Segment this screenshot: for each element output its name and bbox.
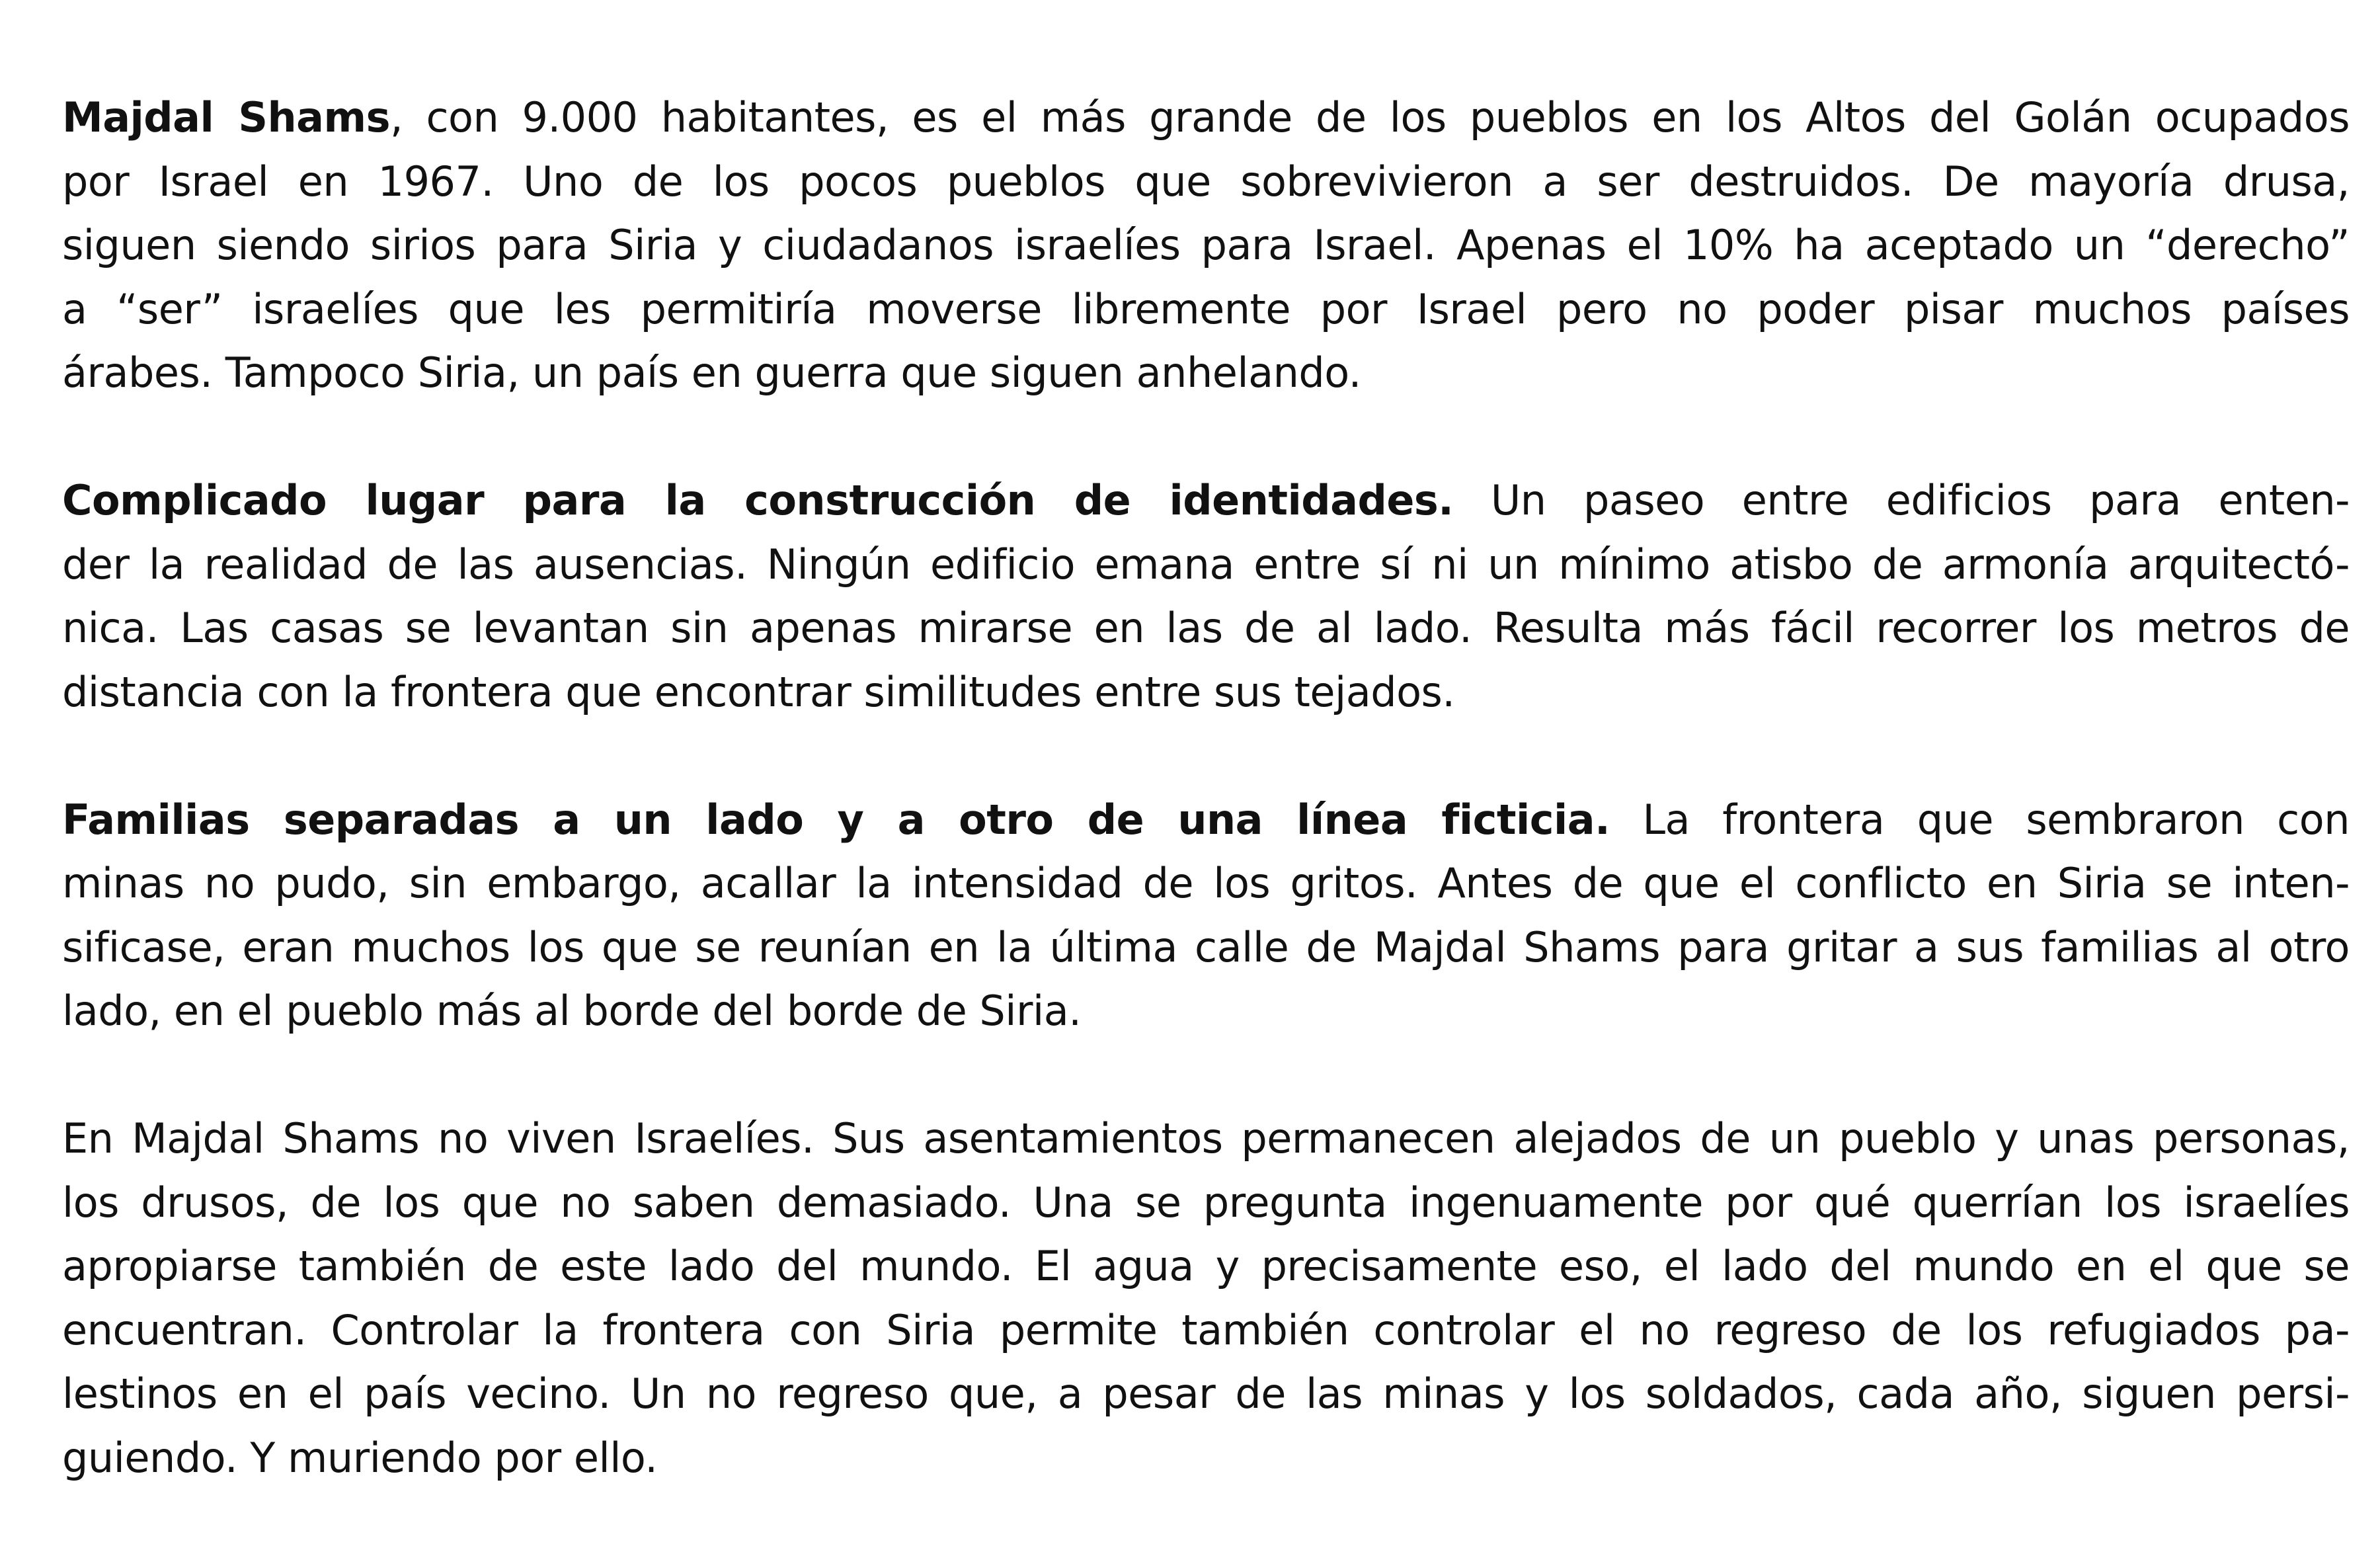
text-run: guiendo. Y muriendo por ello. bbox=[62, 1433, 658, 1482]
text-line bbox=[62, 1426, 2350, 1491]
text-line bbox=[62, 341, 2350, 405]
paragraph-3 bbox=[62, 788, 2350, 1043]
text-line bbox=[62, 1299, 2350, 1363]
text-run: Un paseo entre edificios para enten- bbox=[1453, 476, 2350, 524]
text-line bbox=[62, 788, 2350, 852]
paragraph-2 bbox=[62, 469, 2350, 724]
text-run: distancia con la frontera que encontrar similitudes entre sus tejados. bbox=[62, 667, 1455, 716]
lead-heading: Familias separadas a un lado y a otro de una línea ficticia. bbox=[62, 795, 1610, 844]
text-line bbox=[62, 852, 2350, 916]
text-run: los drusos, de los que no saben demasiado. Una se pregunta ingenuamente por qué querrían los israelíes bbox=[62, 1178, 2350, 1227]
text-run: sificase, eran muchos los que se reunían en la última calle de Majdal Shams para gritar a sus familias al otro bbox=[62, 922, 2350, 971]
text-line bbox=[62, 1362, 2350, 1426]
article-body bbox=[62, 86, 2350, 1554]
text-run: minas no pudo, sin embargo, acallar la intensidad de los gritos. Antes de que el conflicto en Siria se inten- bbox=[62, 859, 2350, 907]
lead-heading: Majdal Shams bbox=[62, 93, 391, 142]
text-line bbox=[62, 916, 2350, 980]
text-run: lado, en el pueblo más al borde del borde de Siria. bbox=[62, 987, 1082, 1035]
paragraph-4 bbox=[62, 1107, 2350, 1490]
text-run: a “ser” israelíes que les permitiría moverse libremente por Israel pero no poder pisar muchos países bbox=[62, 284, 2350, 333]
text-run: encuentran. Controlar la frontera con Siria permite también controlar el no regreso de los refugiados pa- bbox=[62, 1305, 2350, 1354]
lead-heading: Complicado lugar para la construcción de identidades. bbox=[62, 476, 1454, 524]
text-line bbox=[62, 1235, 2350, 1299]
text-run: por Israel en 1967. Uno de los pocos pueblos que sobrevivieron a ser destruidos. De mayoría drusa, bbox=[62, 157, 2350, 206]
text-line bbox=[62, 86, 2350, 150]
text-line bbox=[62, 979, 2350, 1043]
text-run: siguen siendo sirios para Siria y ciudadanos israelíes para Israel. Apenas el 10% ha aceptado un “derecho” bbox=[62, 221, 2350, 269]
text-line bbox=[62, 278, 2350, 342]
text-line bbox=[62, 469, 2350, 533]
text-run: La frontera que sembraron con bbox=[1610, 795, 2350, 844]
text-line bbox=[62, 1107, 2350, 1171]
text-run: apropiarse también de este lado del mundo. El agua y precisamente eso, el lado del mundo en el que se bbox=[62, 1242, 2350, 1290]
text-line bbox=[62, 661, 2350, 725]
text-line bbox=[62, 1171, 2350, 1235]
text-line bbox=[62, 596, 2350, 661]
text-run: der la realidad de las ausencias. Ningún edificio emana entre sí ni un mínimo atisbo de armonía arquitectó- bbox=[62, 540, 2350, 589]
text-run: lestinos en el país vecino. Un no regreso que, a pesar de las minas y los soldados, cada año, siguen persi- bbox=[62, 1370, 2350, 1418]
text-line bbox=[62, 150, 2350, 214]
text-run: En Majdal Shams no viven Israelíes. Sus asentamientos permanecen alejados de un pueblo y unas personas, bbox=[62, 1114, 2350, 1163]
text-run: árabes. Tampoco Siria, un país en guerra que siguen anhelando. bbox=[62, 348, 1361, 397]
paragraph-1 bbox=[62, 86, 2350, 405]
text-run: nica. Las casas se levantan sin apenas mirarse en las de al lado. Resulta más fácil recorrer los metros de bbox=[62, 604, 2350, 652]
text-run: , con 9.000 habitantes, es el más grande de los pueblos en los Altos del Golán ocupados bbox=[390, 93, 2350, 142]
text-line bbox=[62, 214, 2350, 278]
text-line bbox=[62, 533, 2350, 597]
